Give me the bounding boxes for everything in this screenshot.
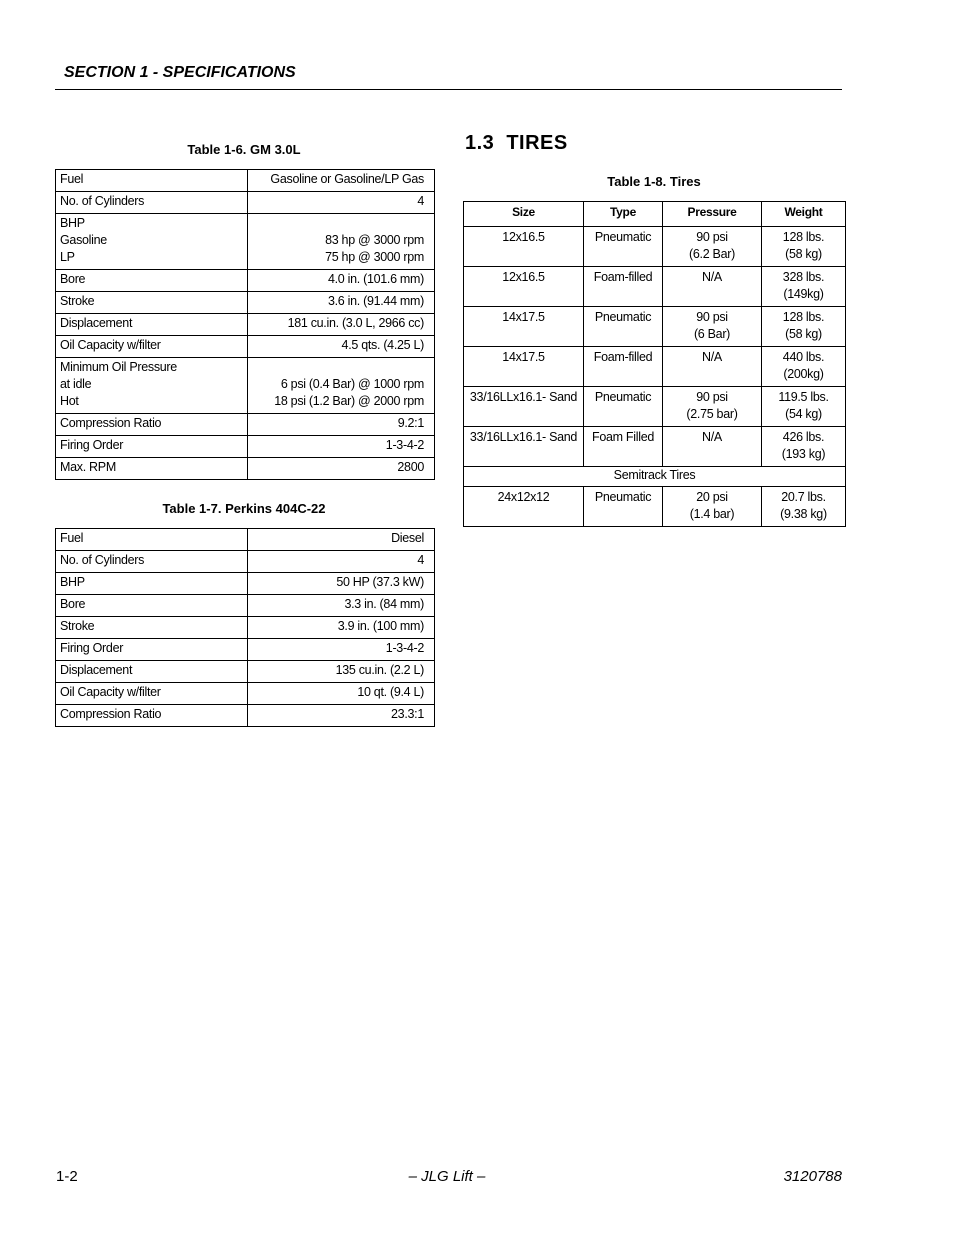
table-row — [56, 595, 435, 617]
table-row — [56, 573, 435, 595]
table-cell: N/A — [663, 347, 762, 387]
column-header: Weight — [762, 202, 846, 227]
table-row — [464, 267, 846, 307]
table-row — [56, 414, 435, 436]
row-label: Bore — [56, 270, 248, 292]
column-header: Size — [464, 202, 584, 227]
table-row — [464, 487, 846, 527]
table-row — [56, 292, 435, 314]
table-cell: 128 lbs. (58 kg) — [762, 227, 846, 267]
table-cell: 90 psi (2.75 bar) — [663, 387, 762, 427]
table-cell: Foam-filled — [584, 267, 663, 307]
row-label: Oil Capacity w/filter — [56, 336, 248, 358]
row-value: 4.0 in. (101.6 mm) — [248, 270, 435, 292]
footer-page-number: 1-2 — [56, 1168, 78, 1185]
row-label: Oil Capacity w/filter — [56, 683, 248, 705]
table-cell: 90 psi (6 Bar) — [663, 307, 762, 347]
table-cell: Pneumatic — [584, 487, 663, 527]
section-header-title: SECTION 1 - SPECIFICATIONS — [64, 64, 296, 81]
table-cell: Foam-filled — [584, 347, 663, 387]
row-label: Displacement — [56, 661, 248, 683]
row-label: Stroke — [56, 617, 248, 639]
table-cell: Foam Filled — [584, 427, 663, 467]
section-title: TIRES — [506, 132, 568, 154]
row-label: BHP Gasoline LP — [56, 214, 248, 270]
table-cell: 128 lbs. (58 kg) — [762, 307, 846, 347]
table-cell: 12x16.5 — [464, 267, 584, 307]
table-row — [56, 617, 435, 639]
table-cell: 12x16.5 — [464, 227, 584, 267]
row-label: BHP — [56, 573, 248, 595]
table-cell: 440 lbs. (200kg) — [762, 347, 846, 387]
table-cell: 426 lbs. (193 kg) — [762, 427, 846, 467]
table-row — [56, 639, 435, 661]
table-cell: 119.5 lbs. (54 kg) — [762, 387, 846, 427]
table-perkins-caption: Table 1-7. Perkins 404C-22 — [162, 501, 326, 516]
table-row — [56, 192, 435, 214]
row-value: 181 cu.in. (3.0 L, 2966 cc) — [248, 314, 435, 336]
row-value: 4 — [248, 551, 435, 573]
table-row — [56, 214, 435, 270]
row-value: 6 psi (0.4 Bar) @ 1000 rpm 18 psi (1.2 Bar) @ 2000 rpm — [248, 358, 435, 414]
table-tires-caption: Table 1-8. Tires — [607, 174, 701, 189]
row-label: Stroke — [56, 292, 248, 314]
table-cell: 328 lbs. (149kg) — [762, 267, 846, 307]
column-header: Pressure — [663, 202, 762, 227]
table-row — [56, 661, 435, 683]
row-value: 10 qt. (9.4 L) — [248, 683, 435, 705]
row-value: 3.3 in. (84 mm) — [248, 595, 435, 617]
row-label: No. of Cylinders — [56, 192, 248, 214]
table-cell: 24x12x12 — [464, 487, 584, 527]
table-gm-caption: Table 1-6. GM 3.0L — [187, 142, 301, 157]
table-row — [56, 683, 435, 705]
row-label: Fuel — [56, 529, 248, 551]
table-row — [464, 347, 846, 387]
row-value: 135 cu.in. (2.2 L) — [248, 661, 435, 683]
row-label: Fuel — [56, 170, 248, 192]
header-rule — [55, 89, 842, 90]
table-row — [464, 387, 846, 427]
row-value: 4 — [248, 192, 435, 214]
row-value: 23.3:1 — [248, 705, 435, 727]
table-cell: 14x17.5 — [464, 307, 584, 347]
table-row — [56, 336, 435, 358]
table-row — [56, 436, 435, 458]
row-value: Diesel — [248, 529, 435, 551]
table-row — [56, 170, 435, 192]
row-label: Minimum Oil Pressure at idle Hot — [56, 358, 248, 414]
table-cell: Pneumatic — [584, 387, 663, 427]
footer-center-text: – JLG Lift – — [408, 1168, 486, 1185]
table-cell: Pneumatic — [584, 307, 663, 347]
table-tires — [463, 201, 846, 527]
row-label: Displacement — [56, 314, 248, 336]
table-row — [56, 314, 435, 336]
table-perkins — [55, 528, 435, 727]
table-row — [56, 270, 435, 292]
group-row — [464, 467, 846, 487]
table-cell: 14x17.5 — [464, 347, 584, 387]
row-label: Firing Order — [56, 639, 248, 661]
row-label: Firing Order — [56, 436, 248, 458]
section-number: 1.3 — [465, 132, 495, 154]
row-label: Compression Ratio — [56, 414, 248, 436]
footer-doc-number: 3120788 — [783, 1168, 842, 1185]
group-label: Semitrack Tires — [464, 467, 846, 487]
table-row — [464, 307, 846, 347]
row-label: No. of Cylinders — [56, 551, 248, 573]
table-row — [56, 705, 435, 727]
table-cell: 20.7 lbs. (9.38 kg) — [762, 487, 846, 527]
section-heading — [465, 132, 568, 155]
table-row — [56, 551, 435, 573]
table-cell: N/A — [663, 427, 762, 467]
row-label: Compression Ratio — [56, 705, 248, 727]
table-row — [56, 529, 435, 551]
row-value: 1-3-4-2 — [248, 436, 435, 458]
row-value: Gasoline or Gasoline/LP Gas — [248, 170, 435, 192]
row-value: 1-3-4-2 — [248, 639, 435, 661]
row-value: 4.5 qts. (4.25 L) — [248, 336, 435, 358]
column-header: Type — [584, 202, 663, 227]
table-cell: 20 psi (1.4 bar) — [663, 487, 762, 527]
row-value: 3.9 in. (100 mm) — [248, 617, 435, 639]
row-value: 2800 — [248, 458, 435, 480]
table-row — [464, 227, 846, 267]
table-gm — [55, 169, 435, 480]
table-cell: 33/16LLx16.1- Sand — [464, 387, 584, 427]
table-row — [464, 427, 846, 467]
row-label: Max. RPM — [56, 458, 248, 480]
row-value: 3.6 in. (91.44 mm) — [248, 292, 435, 314]
row-value: 9.2:1 — [248, 414, 435, 436]
table-row — [56, 458, 435, 480]
row-value: 83 hp @ 3000 rpm 75 hp @ 3000 rpm — [248, 214, 435, 270]
table-cell: 33/16LLx16.1- Sand — [464, 427, 584, 467]
table-cell: Pneumatic — [584, 227, 663, 267]
table-row — [56, 358, 435, 414]
row-value: 50 HP (37.3 kW) — [248, 573, 435, 595]
table-cell: N/A — [663, 267, 762, 307]
table-cell: 90 psi (6.2 Bar) — [663, 227, 762, 267]
row-label: Bore — [56, 595, 248, 617]
